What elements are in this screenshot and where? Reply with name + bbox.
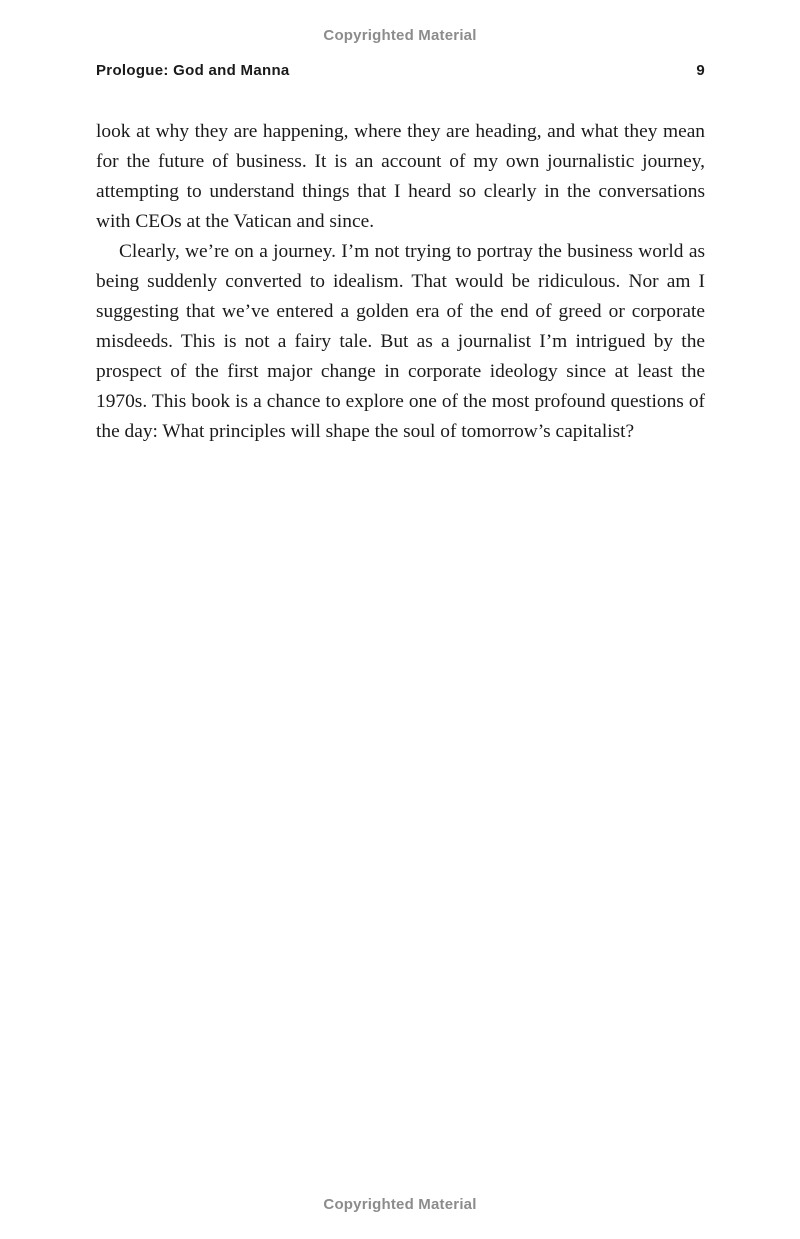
copyright-watermark-bottom: Copyrighted Material [323,1196,477,1213]
body-text [96,117,705,447]
page-number: 9 [696,62,705,79]
running-head [96,62,705,79]
copyright-watermark-top: Copyrighted Material [323,27,477,44]
paragraph: Clearly, we’re on a journey. I’m not trying to portray the business world as being suddenly converted to idealism. That would be ridiculous. Nor am I suggesting that we’ve entered a golden era of the end of greed or corporate misdeeds. This is not a fairy tale. But as a journalist I’m intrigued by the prospect of the first major change in corporate ideology since at least the 1970s. This book is a chance to explore one of the most profound questions of the day: What principles will shape the soul of tomorrow’s capitalist? [96,241,705,442]
chapter-title: Prologue: God and Manna [96,62,290,79]
paragraph-continued: look at why they are happening, where they are heading, and what they mean for the future of business. It is an account of my own journalistic journey, attempting to understand things that I heard so clearly in the conversations with CEOs at the Vatican and since. [96,121,705,232]
